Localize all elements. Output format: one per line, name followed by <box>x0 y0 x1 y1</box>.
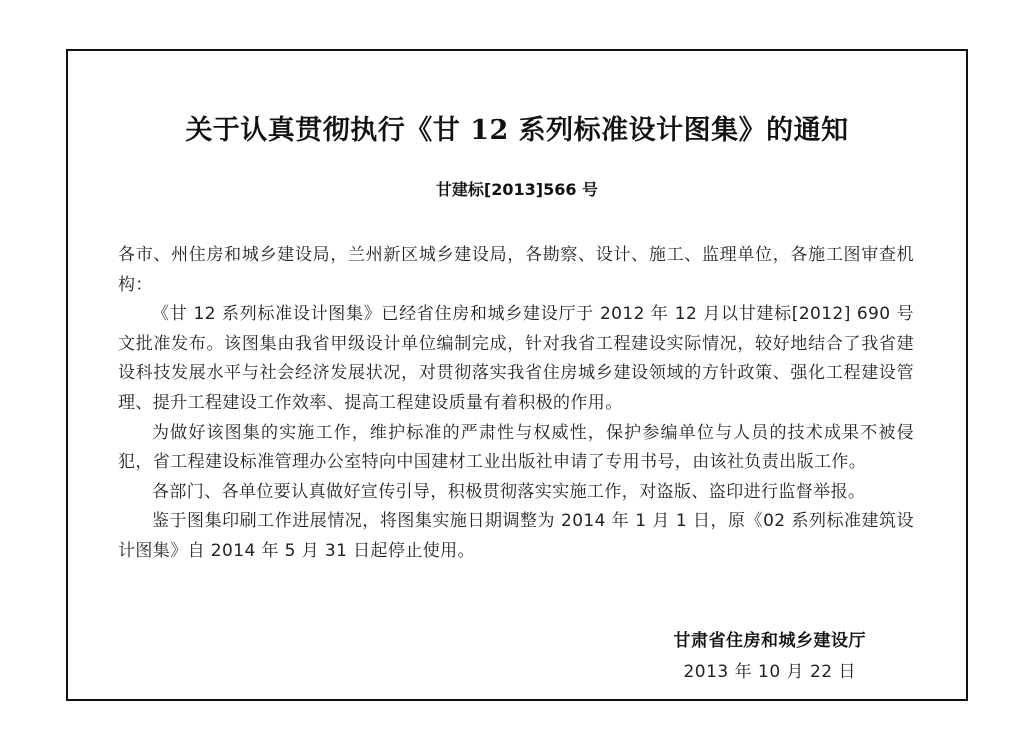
notice-frame <box>66 49 968 701</box>
document-number: 甘建标[2013]566 号 <box>435 180 599 199</box>
paragraph-2: 为做好该图集的实施工作，维护标准的严肃性与权威性，保护参编单位与人员的技术成果不被侵犯，省工程建设标准管理办公室特向中国建材工业出版社申请了专用书号，由该社负责出版工作。 <box>118 422 914 473</box>
addressee: 各市、州住房和城乡建设局，兰州新区城乡建设局，各勘察、设计、施工、监理单位，各施工图审查机构： <box>118 245 914 295</box>
paragraph-3: 各部门、各单位要认真做好宣传引导，积极贯彻落实实施工作，对盗版、盗印进行监督举报。 <box>152 481 866 502</box>
paragraph-4: 鉴于图集印刷工作进展情况，将图集实施日期调整为 2014 年 1 月 1 日，原《02 系列标准建筑设计图集》自 2014 年 5 月 31 日起停止使用。 <box>118 511 914 561</box>
issuing-authority: 甘肃省住房和城乡建设厅 <box>673 631 866 651</box>
notice-body <box>118 241 914 567</box>
notice-title: 关于认真贯彻执行《甘 12 系列标准设计图集》的通知 <box>185 115 849 146</box>
issue-date: 2013 年 10 月 22 日 <box>683 662 856 682</box>
paragraph-1: 《甘 12 系列标准设计图集》已经省住房和城乡建设厅于 2012 年 12 月以甘建标[2012] 690 号文批准发布。该图集由我省甲级设计单位编制完成，针对我省工程建设实际情况，较好地结合了我省建设科技发展水平与社会经济发展状况，对贯彻落实我省住房城乡建设领域的方针政策、强化工程建设管理、提升工程建设工作效率、提高工程建设质量有着积极的作用。 <box>118 304 914 413</box>
